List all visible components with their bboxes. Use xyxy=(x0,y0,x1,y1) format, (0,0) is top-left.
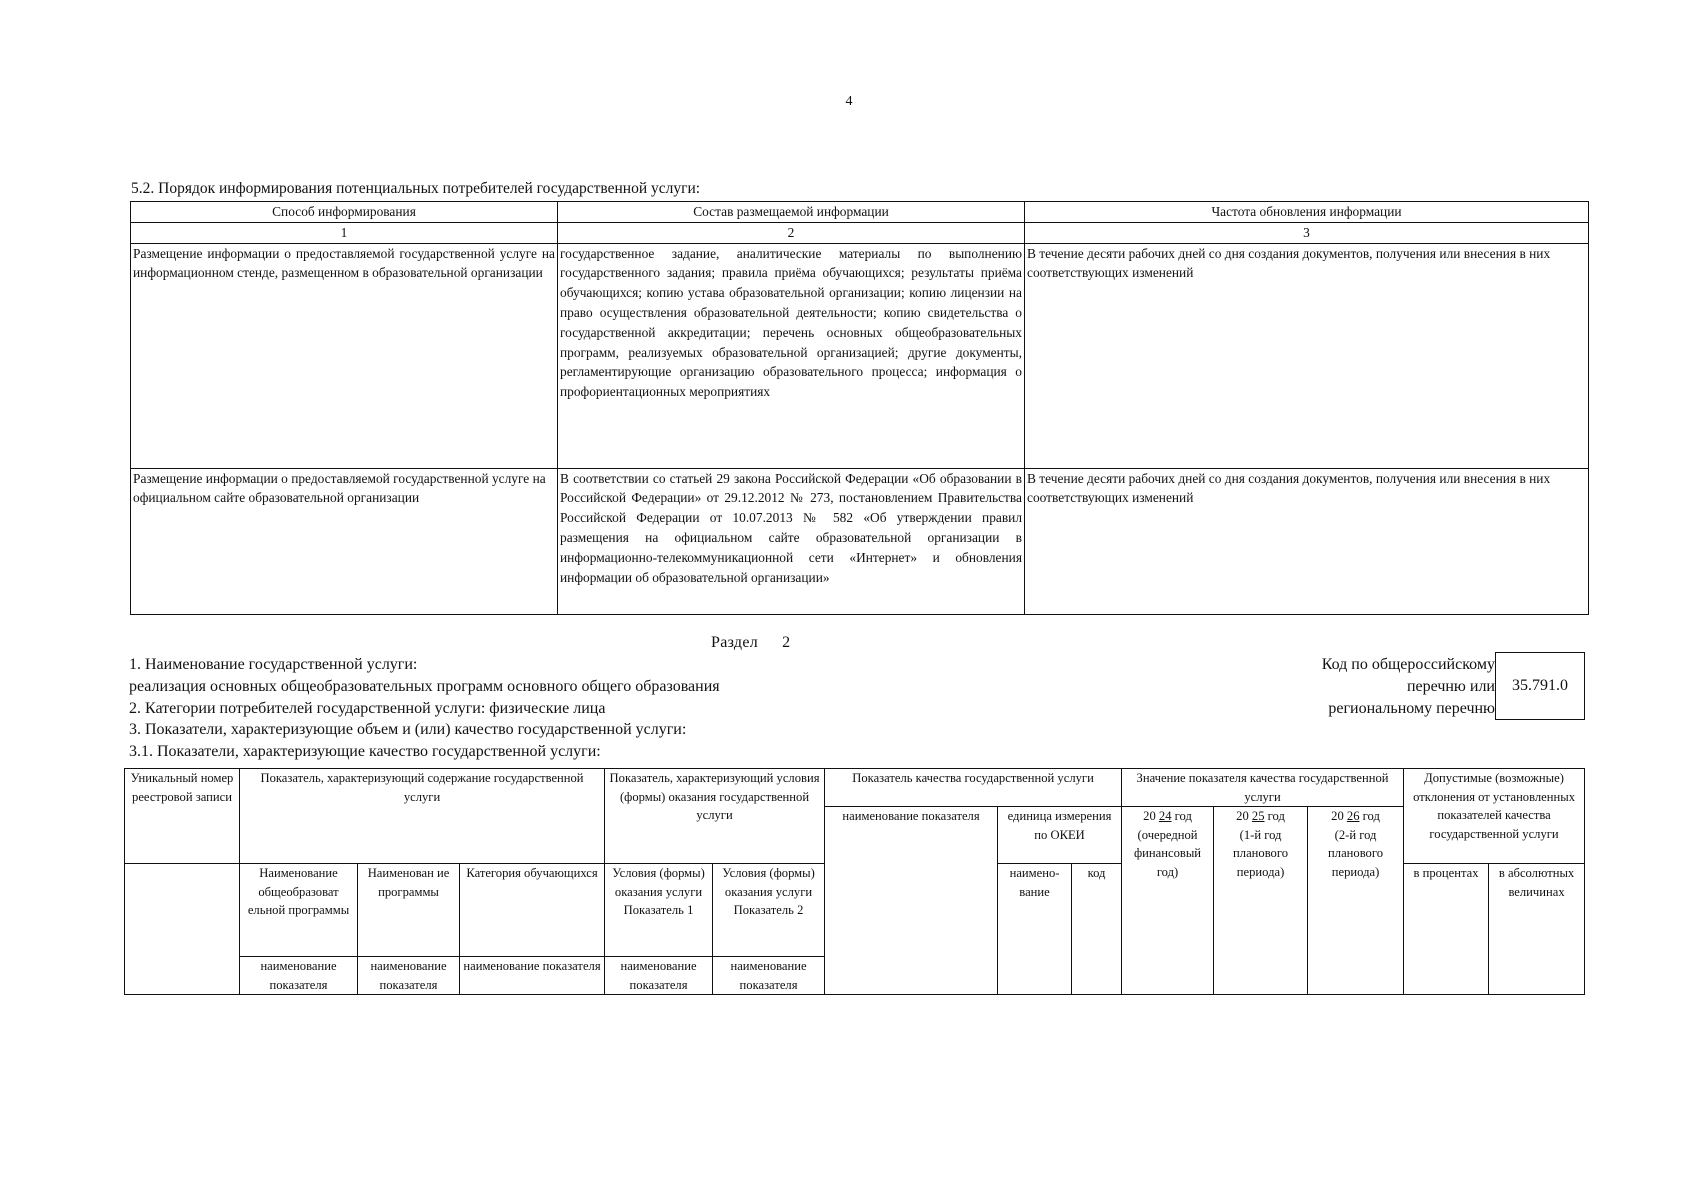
page-number: 4 xyxy=(845,94,853,109)
col-number: 2 xyxy=(558,222,1025,243)
quality-indicators-heading: 3.1. Показатели, характеризующие качество государственной услуги: xyxy=(129,743,601,761)
code-label: Код по общероссийскому перечню или региональному перечню xyxy=(1321,656,1495,717)
sub-condition-1: Условия (формы) оказания услуги Показатель 1 xyxy=(605,864,713,957)
sub-unit-code: код xyxy=(1072,864,1122,995)
header-year-2: 20 25 год (1-й год планового периода) xyxy=(1214,807,1308,995)
empty-cell xyxy=(125,864,240,995)
consumer-categories: 2. Категории потребителей государственной услуги: физические лица xyxy=(129,699,606,717)
sub-student-category: Категория обучающихся xyxy=(460,864,605,957)
header-indicator-name: наименование показателя xyxy=(825,807,998,995)
informing-table xyxy=(130,201,1589,615)
table-row xyxy=(131,243,1589,468)
sub-program-name: Наименован ие программы xyxy=(358,864,460,957)
registry-code-box: 35.791.0 xyxy=(1495,652,1585,720)
service-description xyxy=(129,654,720,763)
table-row xyxy=(131,468,1589,614)
cell-frequency: В течение десяти рабочих дней со дня создания документов, получения или внесения в них соответствующих изменений xyxy=(1025,468,1589,614)
col-number: 3 xyxy=(1025,222,1589,243)
sub-unit-name: наимено-вание xyxy=(998,864,1072,995)
cell-content: В соответствии со статьей 29 закона Российской Федерации «Об образовании в Российской Федерации» от 29.12.2012 № 273, постановлением Правительства Российской Федерации от 10.07.2013 № 582 «Об утверждении правил размещения на официальном сайте образовательной организации в информационно-телекоммуникационной сети «Интернет» и обновления информации об образовательной организации» xyxy=(558,468,1025,614)
quality-indicators-table xyxy=(124,768,1585,995)
name-label: наименование показателя xyxy=(460,957,605,995)
sub-dev-absolute: в абсолютных величинах xyxy=(1489,864,1585,995)
section-label: Раздел xyxy=(711,634,759,651)
cell-method: Размещение информации о предоставляемой государственной услуге на официальном сайте образовательной организации xyxy=(131,468,558,614)
cell-frequency: В течение десяти рабочих дней со дня создания документов, получения или внесения в них соответствующих изменений xyxy=(1025,243,1589,468)
cell-method: Размещение информации о предоставляемой государственной услуге на информационном стенде, размещенном в образовательной организации xyxy=(131,243,558,468)
sub-program-type: Наименование общеобразоват ельной программы xyxy=(240,864,358,957)
sub-dev-percent: в процентах xyxy=(1404,864,1489,995)
service-name: реализация основных общеобразовательных программ основного общего образования xyxy=(129,677,720,695)
header-year-1: 20 24 год (очередной финансовый год) xyxy=(1122,807,1214,995)
indicators-heading: 3. Показатели, характеризующие объем и (или) качество государственной услуги: xyxy=(129,721,687,739)
col-number: 1 xyxy=(131,222,558,243)
header-content-indicator: Показатель, характеризующий содержание государственной услуги xyxy=(240,769,605,864)
col-header-frequency: Частота обновления информации xyxy=(1025,202,1589,223)
header-indicator-value: Значение показателя качества государственной услуги xyxy=(1122,769,1404,807)
name-label: наименование показателя xyxy=(713,957,825,995)
header-quality-indicator: Показатель качества государственной услуги xyxy=(825,769,1122,807)
sub-condition-2: Условия (формы) оказания услуги Показатель 2 xyxy=(713,864,825,957)
cell-content: государственное задание, аналитические материалы по выполнению государственного задания; правила приёма обучающихся; результаты приёма обучающихся; копию устава образовательной организации; копию лицензии на право осуществления образовательной деятельности; копию свидетельства о государственной аккредитации; перечень основных общеобразовательных программ, реализуемых образовательной организацией; другие документы, регламентирующие организацию образовательного процесса; информация о профориентационных мероприятиях xyxy=(558,243,1025,468)
header-conditions-indicator: Показатель, характеризующий условия (формы) оказания государственной услуги xyxy=(605,769,825,864)
header-unique-number: Уникальный номер реестровой записи xyxy=(125,769,240,864)
section-title xyxy=(711,634,790,652)
name-label: наименование показателя xyxy=(240,957,358,995)
name-label: наименование показателя xyxy=(358,957,460,995)
section-number: 2 xyxy=(782,634,791,651)
name-label: наименование показателя xyxy=(605,957,713,995)
section-5-2-heading: 5.2. Порядок информирования потенциальных потребителей государственной услуги: xyxy=(131,180,701,197)
col-header-method: Способ информирования xyxy=(131,202,558,223)
header-year-3: 20 26 год (2-й год планового периода) xyxy=(1308,807,1404,995)
header-unit: единица измерения по ОКЕИ xyxy=(998,807,1122,864)
header-allowed-deviation: Допустимые (возможные) отклонения от установленных показателей качества государственной услуги xyxy=(1404,769,1585,864)
service-name-label: 1. Наименование государственной услуги: xyxy=(129,656,418,673)
col-header-content: Состав размещаемой информации xyxy=(558,202,1025,223)
